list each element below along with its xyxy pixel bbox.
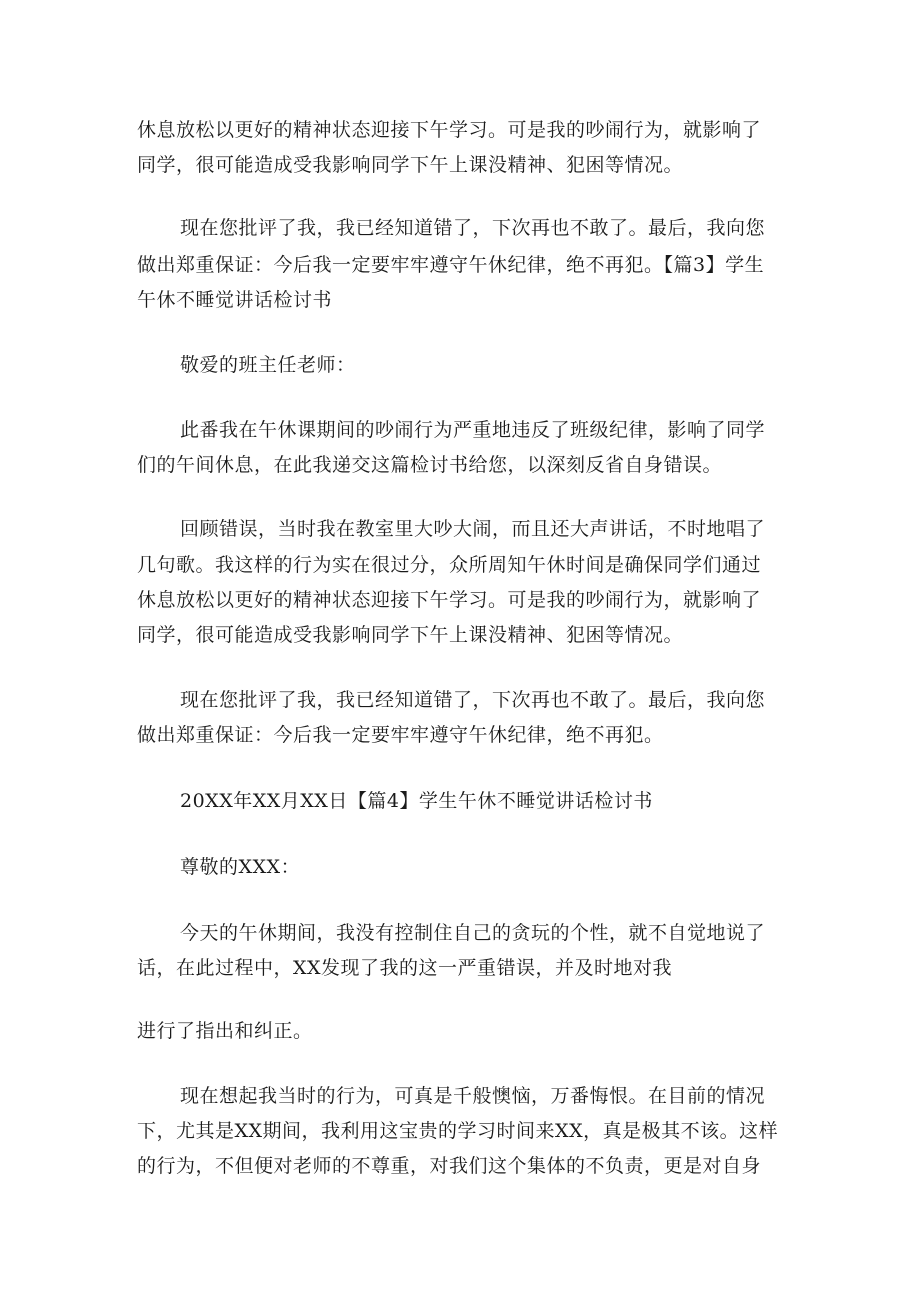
text-line: 话，在此过程中，XX发现了我的这一严重错误，并及时地对我 [137,957,673,979]
text-line: 现在您批评了我，我已经知道错了，下次再也不敢了。最后，我向您 [180,689,766,711]
text-line: 同学，很可能造成受我影响同学下午上课没精神、犯困等情况。 [137,624,684,646]
text-line: 同学，很可能造成受我影响同学下午上课没精神、犯困等情况。 [137,154,684,176]
text-line: 现在您批评了我，我已经知道错了，下次再也不敢了。最后，我向您 [180,217,766,239]
text-line: 下，尤其是XX期间，我利用这宝贵的学习时间来XX，真是极其不该。这样 [137,1120,779,1142]
text-line: 几句歌。我这样的行为实在很过分，众所周知午休时间是确保同学们通过 [137,554,762,576]
text-line: 休息放松以更好的精神状态迎接下午学习。可是我的吵闹行为，就影响了 [137,119,762,141]
text-line: 做出郑重保证：今后我一定要牢牢遵守午休纪律，绝不再犯。 [137,724,664,746]
section-heading: 20XX年XX月XX日【篇4】学生午休不睡觉讲话检讨书 [180,790,653,812]
text-line: 休息放松以更好的精神状态迎接下午学习。可是我的吵闹行为，就影响了 [137,589,762,611]
text-line: 们的午间休息，在此我递交这篇检讨书给您，以深刻反省自身错误。 [137,454,723,476]
text-line: 进行了指出和纠正。 [137,1020,313,1042]
text-line: 回顾错误，当时我在教室里大吵大闹，而且还大声讲话，不时地唱了 [180,518,766,540]
text-line: 今天的午休期间，我没有控制住自己的贪玩的个性，就不自觉地说了 [180,922,766,944]
text-line: 做出郑重保证：今后我一定要牢牢遵守午休纪律，绝不再犯。【篇3】学生 [137,254,765,276]
salutation: 敬爱的班主任老师： [180,354,356,376]
text-line: 现在想起我当时的行为，可真是千般懊恼，万番悔恨。在目前的情况 [180,1085,766,1107]
text-line: 的行为，不但便对老师的不尊重，对我们这个集体的不负责，更是对自身 [137,1155,762,1177]
text-line: 此番我在午休课期间的吵闹行为严重地违反了班级纪律，影响了同学 [180,419,766,441]
salutation: 尊敬的XXX： [180,856,301,878]
text-line: 午休不睡觉讲话检讨书 [137,289,333,311]
